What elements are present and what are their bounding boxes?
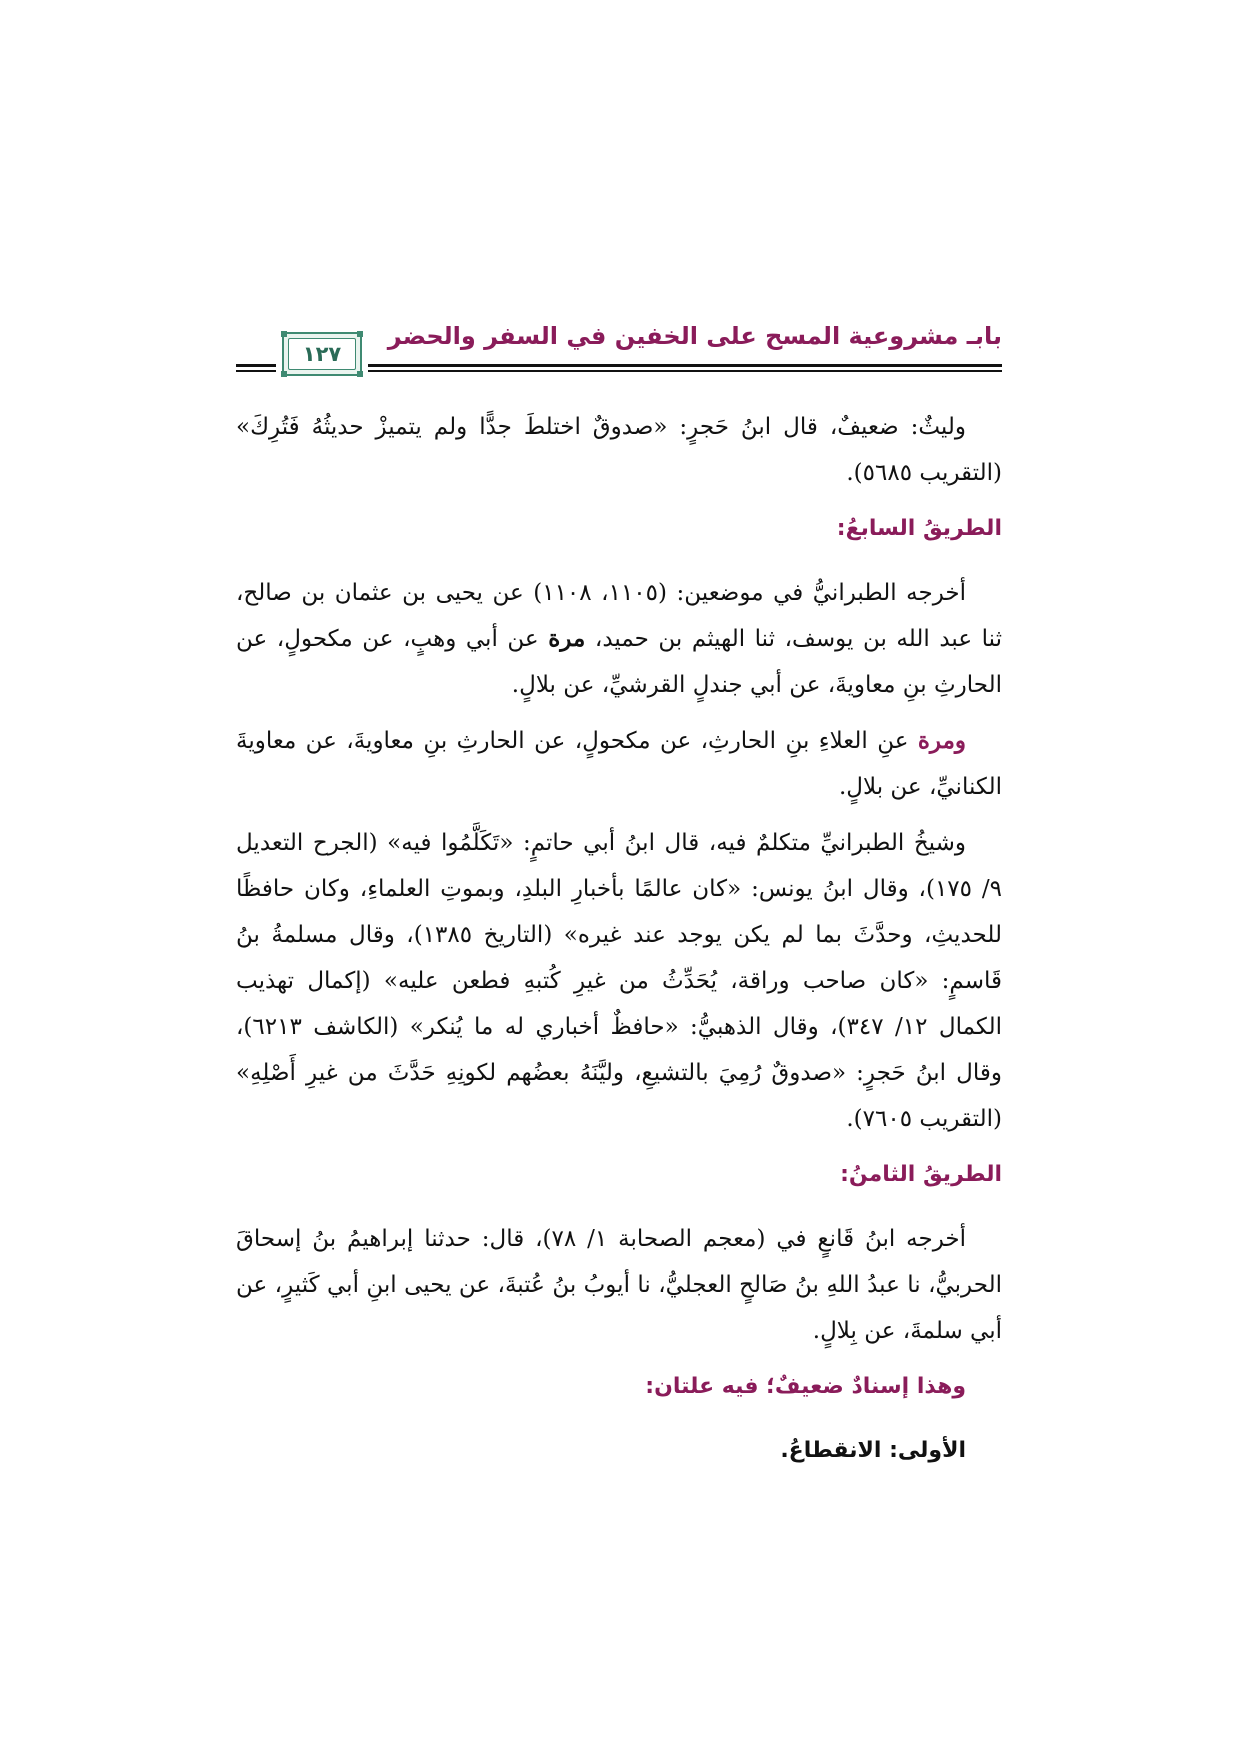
chapter-title: بابـ مشروعية المسح على الخفين في السفر والحضر <box>387 322 1002 350</box>
paragraph-layth: وليثٌ: ضعيفٌ، قال ابنُ حَجرٍ: «صدوقٌ اختلطَ جدًّا ولم يتميزْ حديثُهُ فَتُرِكَ» (التقريب ٥٦٨٥). <box>236 414 1002 486</box>
emphasis-marra: مرة <box>548 625 586 652</box>
badge-corner-ornament <box>357 371 363 377</box>
paragraph-text: عن أبي وهبٍ، عن مكحولٍ، عن الحارثِ بنِ معاويةَ، عن أبي جندلٍ القرشيِّ، عن بلالٍ. <box>236 626 1002 698</box>
paragraph-shaykh-tabarani: وشيخُ الطبرانيِّ متكلمٌ فيه، قال ابنُ أبي حاتمٍ: «تَكَلَّمُوا فيه» (الجرح التعديل ٩/ ١٧٥)، وقال ابنُ يونس: «كان عالمًا بأخبارِ البلدِ، وبموتِ العلماءِ، وكان حافظًا للحديثِ، وحدَّثَ بما لم يكن يوجد عند غيره» (التاريخ ١٣٨٥)، وقال مسلمةُ بنُ قَاسمٍ: «كان صاحب وراقة، يُحَدِّثُ من غيرِ كُتبهِ فطعن عليه» (إكمال تهذيب الكمال ١٢/ ٣٤٧)، وقال الذهبيُّ: «حافظٌ أخباري له ما يُنكر» (الكاشف ٦٢١٣)، وقال ابنُ حَجرٍ: «صدوقٌ رُمِيَ بالتشيعِ، وليَّنَهُ بعضُهم لكونِهِ حَدَّثَ من غيرِ أَصْلِهِ» (التقريب ٧٦٠٥). <box>236 830 1003 1132</box>
badge-corner-ornament <box>281 371 287 377</box>
paragraph-tabarani <box>236 570 1002 708</box>
emphasis-wa-marra: ومرة <box>917 727 967 754</box>
header-rule-right-bottom <box>368 370 1002 372</box>
page-header <box>236 322 1002 384</box>
page-number-badge <box>282 332 362 376</box>
first-defect-heading: الأولى: الانقطاعُ. <box>780 1438 966 1463</box>
badge-corner-ornament <box>357 331 363 337</box>
verdict-heading: وهذا إسنادٌ ضعيفٌ؛ فيه علتان: <box>645 1374 966 1399</box>
page-number: ١٢٧ <box>288 338 356 370</box>
header-rule-right-top <box>368 364 1002 367</box>
paragraph-alaa <box>236 718 1002 810</box>
header-rule-left-top <box>236 364 276 367</box>
section-heading-seventh-path: الطريقُ السابعُ: <box>836 516 1002 541</box>
paragraph-text: عنِ العلاءِ بنِ الحارثِ، عن مكحولٍ، عن الحارثِ بنِ معاويةَ، عن معاويةَ الكنانيِّ، عن بلالٍ. <box>236 728 1002 800</box>
paragraph-text: أخرجه الطبرانيُّ في موضعين: (١١٠٥، ١١٠٨) عن يحيى بن عثمان بن صالح، ثنا عبد الله بن يوسف، ثنا الهيثم بن حميد، <box>236 580 1003 652</box>
section-heading-eighth-path: الطريقُ الثامنُ: <box>840 1162 1002 1187</box>
page-content <box>236 404 1002 1492</box>
header-rule-left-bottom <box>236 370 276 372</box>
badge-corner-ornament <box>281 331 287 337</box>
paragraph-ibn-qani: أخرجه ابنُ قَانعٍ في (معجم الصحابة ١/ ٧٨)، قال: حدثنا إبراهيمُ بنُ إسحاقَ الحربيُّ، نا عبدُ اللهِ بنُ صَالحٍ العجليُّ، نا أيوبُ بنُ عُتبةَ، عن يحيى ابنِ أبي كَثيرٍ، عن أبي سلمةَ، عن بِلالٍ. <box>236 1226 1002 1344</box>
